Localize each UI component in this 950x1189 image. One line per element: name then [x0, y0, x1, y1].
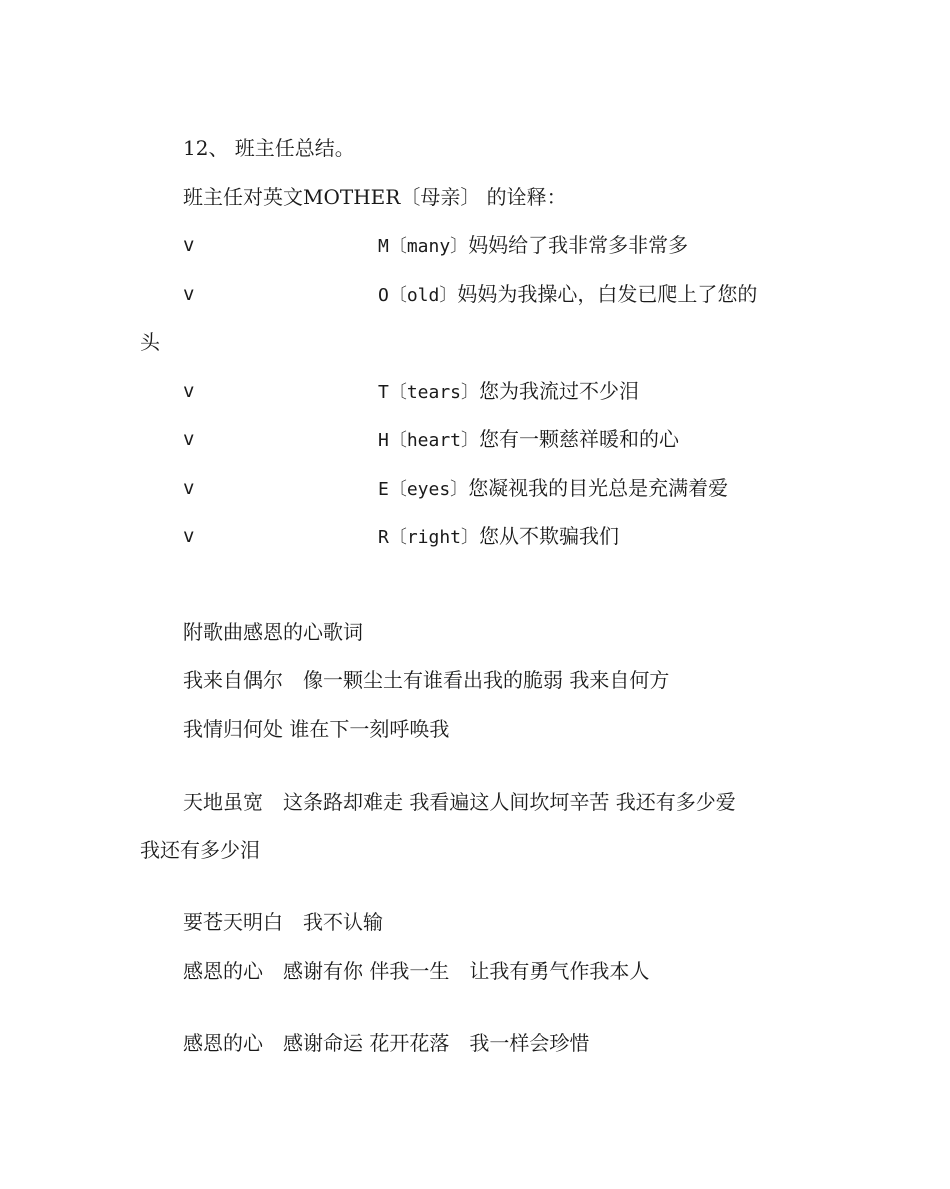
bullet-marker: v: [183, 525, 195, 547]
bullet-marker: v: [183, 283, 195, 305]
section-heading: 12、 班主任总结。: [183, 136, 355, 160]
bullet-marker: v: [183, 234, 195, 256]
item-letter: E〔eyes〕: [378, 479, 469, 500]
item-letter: M〔many〕: [378, 236, 469, 257]
lyric-line: 我来自偶尔 像一颗尘土有谁看出我的脆弱 我来自何方: [183, 668, 670, 692]
lyric-line: 感恩的心 感谢有你 伴我一生 让我有勇气作我本人: [183, 959, 650, 983]
item-text: 妈妈给了我非常多非常多: [468, 233, 689, 257]
item-letter: H〔heart〕: [378, 430, 480, 451]
bullet-marker: v: [183, 477, 195, 499]
item-text: 您从不欺骗我们: [479, 524, 620, 548]
bullet-marker: v: [183, 428, 195, 450]
item-text: 妈妈为我操心，白发已爬上了您的: [457, 282, 758, 306]
song-title: 附歌曲感恩的心歌词: [183, 620, 363, 644]
item-text: 您有一颗慈祥暖和的心: [479, 427, 680, 451]
item-text: 您凝视我的目光总是充满着爱: [468, 476, 729, 500]
item-letter: O〔old〕: [378, 285, 458, 306]
lyric-line: 感恩的心 感谢命运 花开花落 我一样会珍惜: [183, 1031, 590, 1055]
lyric-line: 要苍天明白 我不认输: [183, 910, 383, 934]
lyric-line: 我还有多少泪: [140, 838, 260, 862]
intro-text: 班主任对英文MOTHER〔母亲〕 的诠释：: [183, 185, 567, 209]
item-letter: T〔tears〕: [378, 382, 480, 403]
item-text: 您为我流过不少泪: [479, 379, 640, 403]
bullet-marker: v: [183, 380, 195, 402]
item-continuation: 头: [140, 330, 160, 354]
lyric-line: 我情归何处 谁在下一刻呼唤我: [183, 717, 450, 741]
item-letter: R〔right〕: [378, 527, 480, 548]
lyric-line: 天地虽宽 这条路却难走 我看遍这人间坎坷辛苦 我还有多少爱: [183, 790, 736, 814]
